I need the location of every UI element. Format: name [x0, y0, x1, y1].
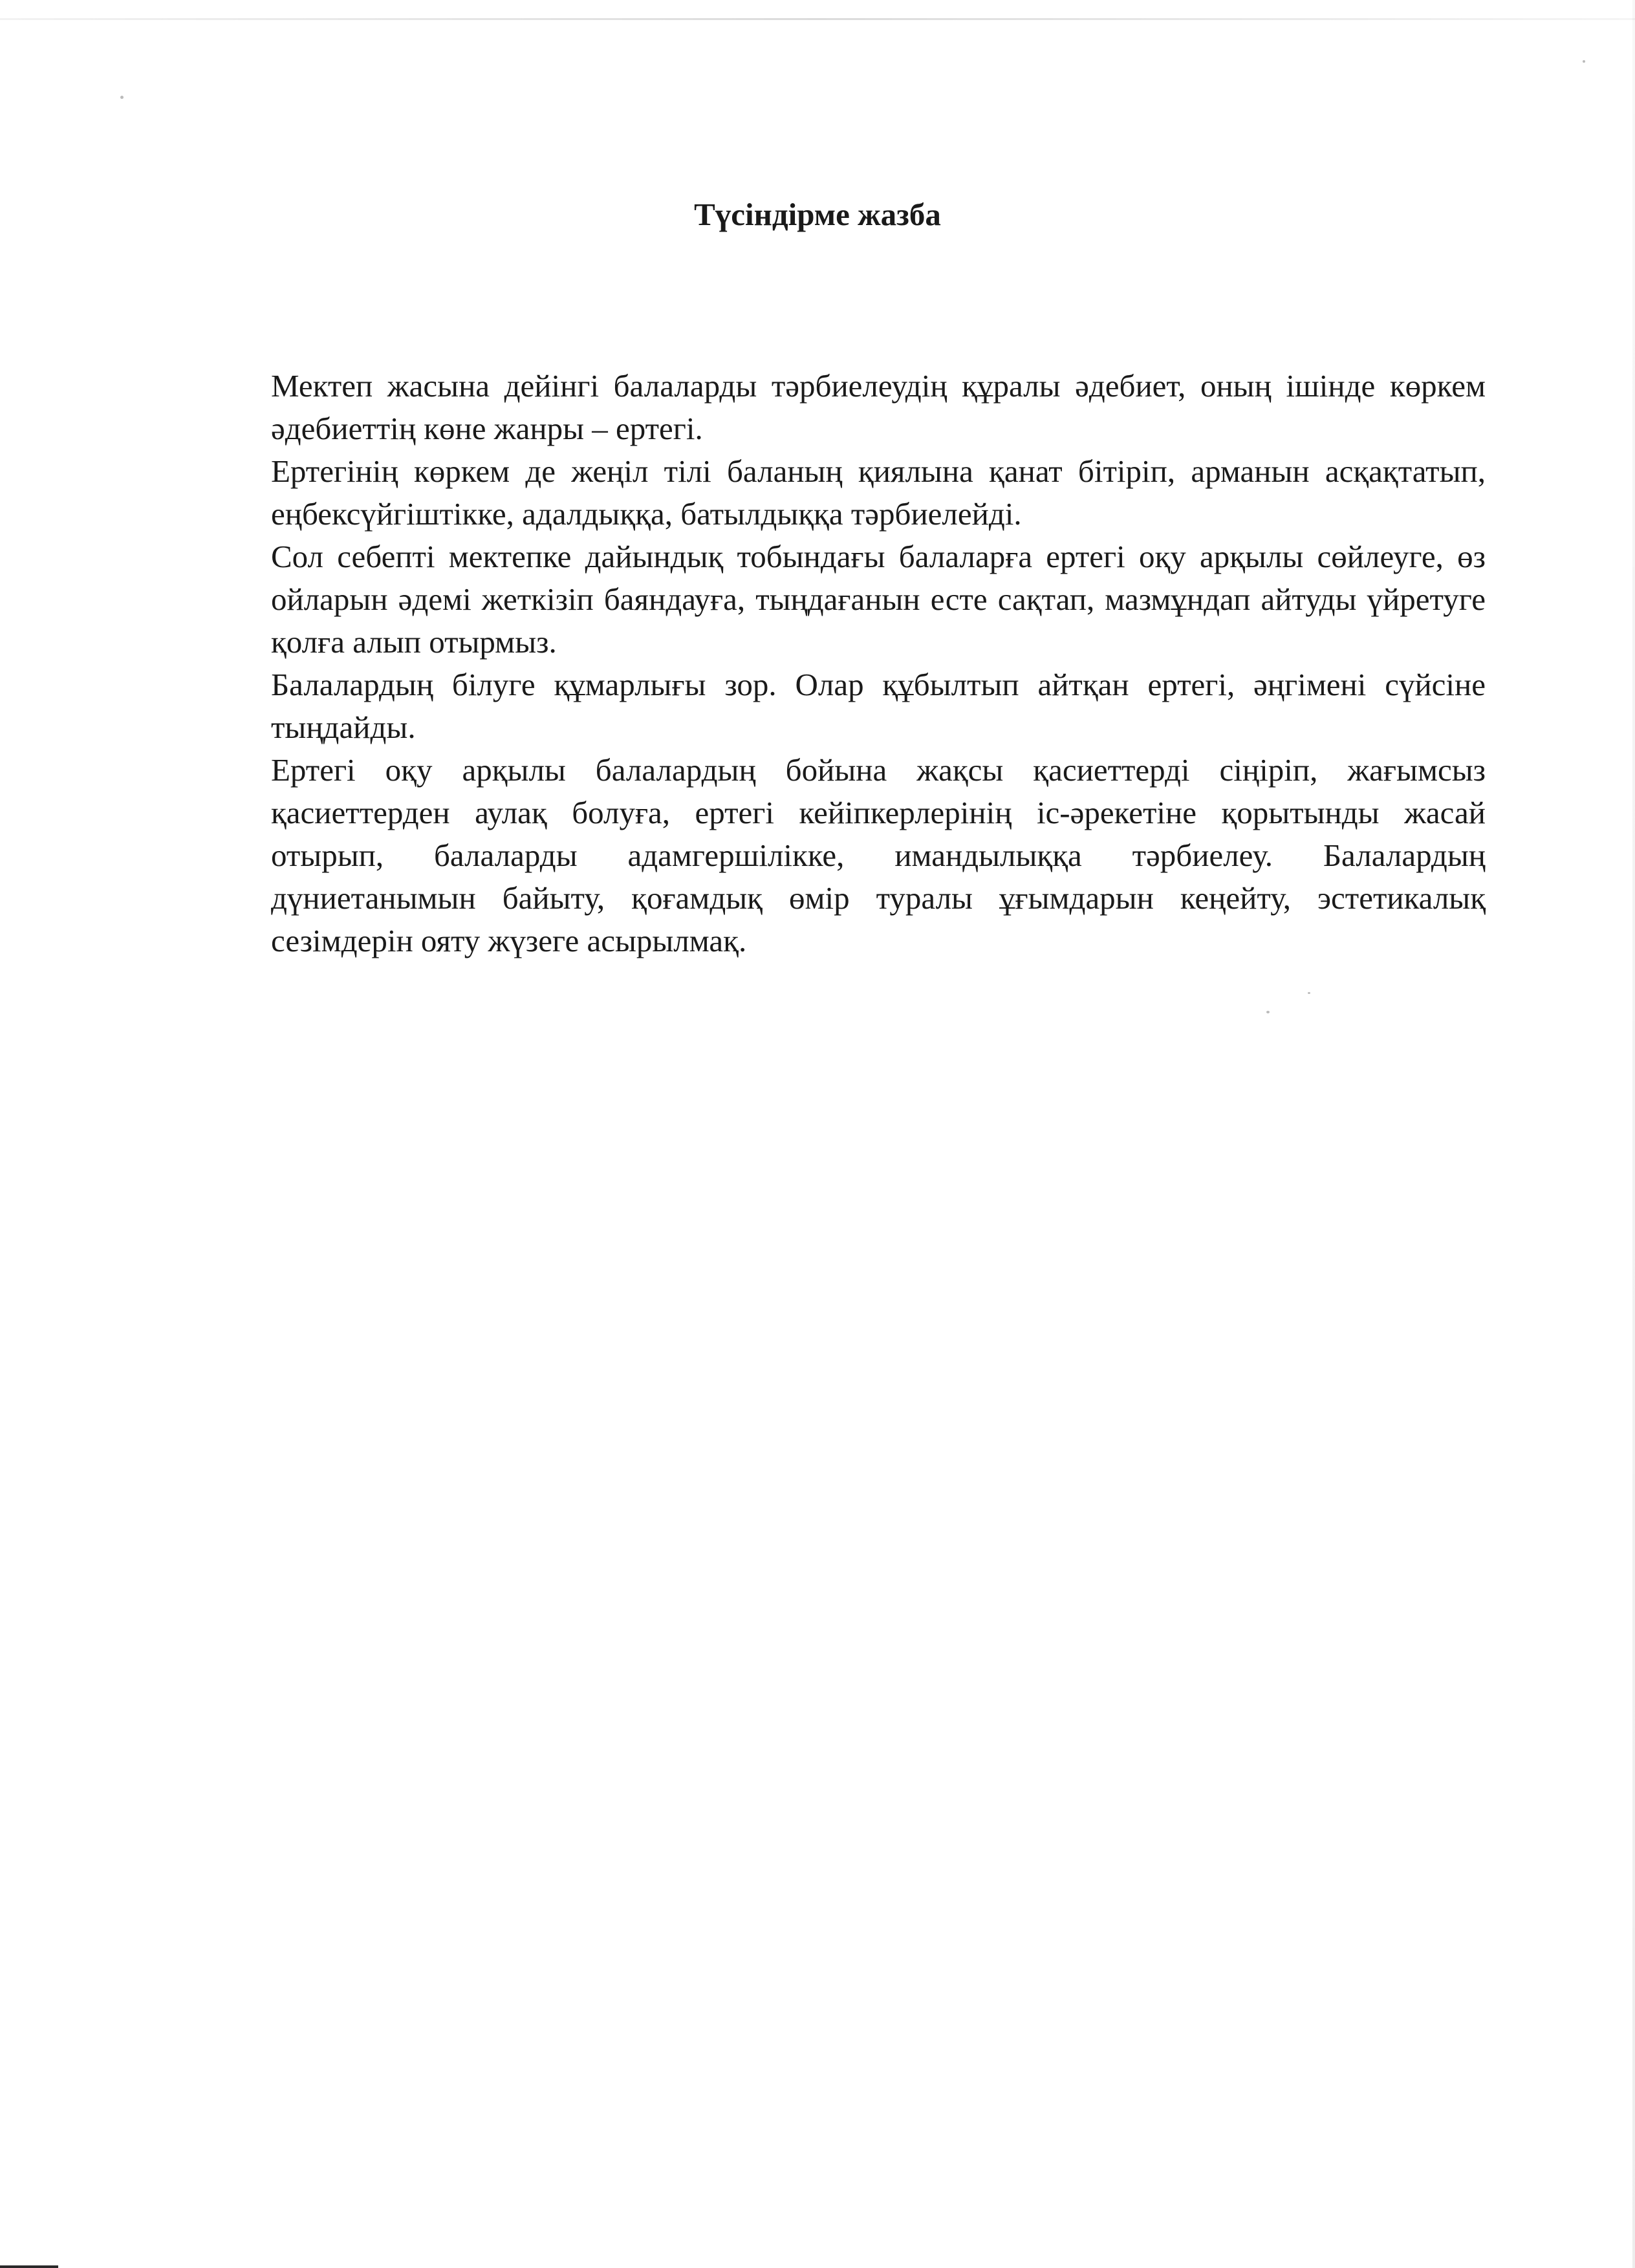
paragraph: Мектеп жасына дейінгі балаларды тәрбиелеудің құралы әдебиет, оның ішінде көркем әдебиеттің көне жанры – ертегі.: [271, 368, 1486, 446]
scan-speck: [1266, 1011, 1270, 1013]
scan-speck: [1308, 992, 1310, 994]
paragraph: Сол себепті мектепке дайындық тобындағы балаларға ертегі оқу арқылы сөйлеуге, өз ойларын әдемі жеткізіп баяндауға, тыңдағанын есте сақтап, мазмұндап айтуды үйретуге қолға алып отырмыз.: [271, 539, 1486, 660]
paragraph: Ертегінің көркем де жеңіл тілі баланың қиялына қанат бітіріп, арманын асқақтатып, еңбексүйгіштікке, адалдыққа, батылдыққа тәрбиелейді.: [271, 453, 1486, 532]
scan-speck: [1583, 60, 1585, 63]
scan-edge-right: [1632, 0, 1635, 2268]
scan-speck: [120, 96, 124, 99]
page-title: Түсіндірме жазба: [694, 197, 941, 232]
page-corner-mark: [0, 2265, 58, 2268]
paragraph: Балалардың білуге құмарлығы зор. Олар құбылтып айтқан ертегі, әңгімені сүйсіне тыңдайды.: [271, 667, 1486, 745]
document-body: [271, 365, 1486, 962]
scan-edge-top: [0, 18, 1635, 20]
paragraph: Ертегі оқу арқылы балалардың бойына жақсы қасиеттерді сіңіріп, жағымсыз қасиеттерден аулақ болуға, ертегі кейіпкерлерінің іс-әрекетіне қорытынды жасай отырып, балаларды адамгершілікке, имандылыққа тәрбиелеу. Балалардың дүниетанымын байыту, қоғамдық өмір туралы ұғымдарын кеңейту, эстетикалық сезімдерін ояту жүзеге асырылмақ.: [271, 752, 1486, 958]
